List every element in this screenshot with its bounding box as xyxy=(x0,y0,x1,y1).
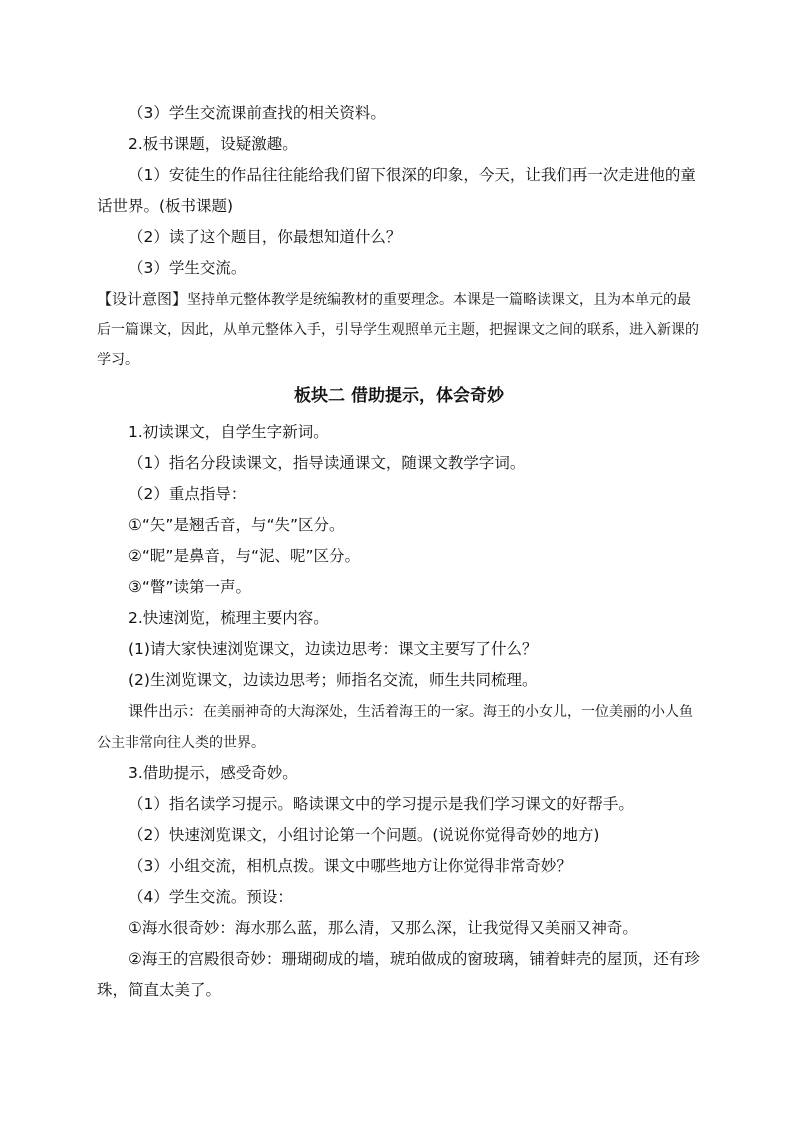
paragraph: （2）读了这个题目，你最想知道什么？ xyxy=(128,228,402,246)
design-intent xyxy=(97,284,701,375)
paragraph: （1）指名分段读课文，指导读通课文，随课文教学字词。 xyxy=(128,454,526,472)
paragraph: （3）学生交流。 xyxy=(128,259,247,277)
paragraph: ②“昵”是鼻音，与“泥、呢”区分。 xyxy=(128,547,361,565)
paragraph: (1)请大家快速浏览课文，边读边思考：课文主要写了什么？ xyxy=(128,640,538,658)
paragraph: （3）学生交流课前查找的相关资料。 xyxy=(128,104,386,122)
paragraph: ①海水很奇妙：海水那么蓝，那么清，又那么深，让我觉得又美丽又神奇。 xyxy=(128,919,638,937)
paragraph: （1）指名读学习提示。略读课文中的学习提示是我们学习课文的好帮手。 xyxy=(128,795,634,813)
courseware-text: 在美丽神奇的大海深处，生活着海王的一家。海王的小女儿，一位美丽的小人鱼公主非常向往人类的世界。 xyxy=(97,704,694,751)
courseware-display xyxy=(97,696,701,758)
paragraph: 2.快速浏览，梳理主要内容。 xyxy=(128,609,329,627)
design-intent-text: 坚持单元整体教学是统编教材的重要理念。本课是一篇略读课文，且为本单元的最后一篇课文，因此，从单元整体入手，引导学生观照单元主题，把握课文之间的联系，进入新课的学习。 xyxy=(97,292,699,368)
paragraph: （3）小组交流，相机点拨。课文中哪些地方让你觉得非常奇妙？ xyxy=(128,857,572,875)
paragraph: （2）重点指导： xyxy=(128,485,247,503)
paragraph: ②海王的宫殿很奇妙：珊瑚砌成的墙，琥珀做成的窗玻璃，铺着蚌壳的屋顶，还有珍珠，简直太美了。 xyxy=(97,950,700,999)
paragraph: ①“矢”是翘舌音，与“失”区分。 xyxy=(128,516,345,534)
paragraph: (2)生浏览课文，边读边思考；师指名交流，师生共同梳理。 xyxy=(128,671,538,689)
paragraph: 3.借助提示，感受奇妙。 xyxy=(128,764,298,782)
design-intent-tag: 【设计意图】 xyxy=(97,290,188,308)
paragraph: 1.初读课文，自学生字新词。 xyxy=(128,423,329,441)
paragraph: （4）学生交流。预设： xyxy=(128,888,293,906)
paragraph: ③“瞥”读第一声。 xyxy=(128,578,251,596)
paragraph: （1）安徒生的作品往往能给我们留下很深的印象，今天，让我们再一次走进他的童话世界。(板书课题) xyxy=(97,166,696,215)
section-heading: 板块二 借助提示，体会奇妙 xyxy=(294,386,504,406)
document-content xyxy=(97,98,701,1006)
paragraph: 2.板书课题，设疑激趣。 xyxy=(128,135,298,153)
paragraph: （2）快速浏览课文，小组讨论第一个问题。(说说你觉得奇妙的地方) xyxy=(128,826,600,844)
courseware-label: 课件出示： xyxy=(128,702,204,720)
